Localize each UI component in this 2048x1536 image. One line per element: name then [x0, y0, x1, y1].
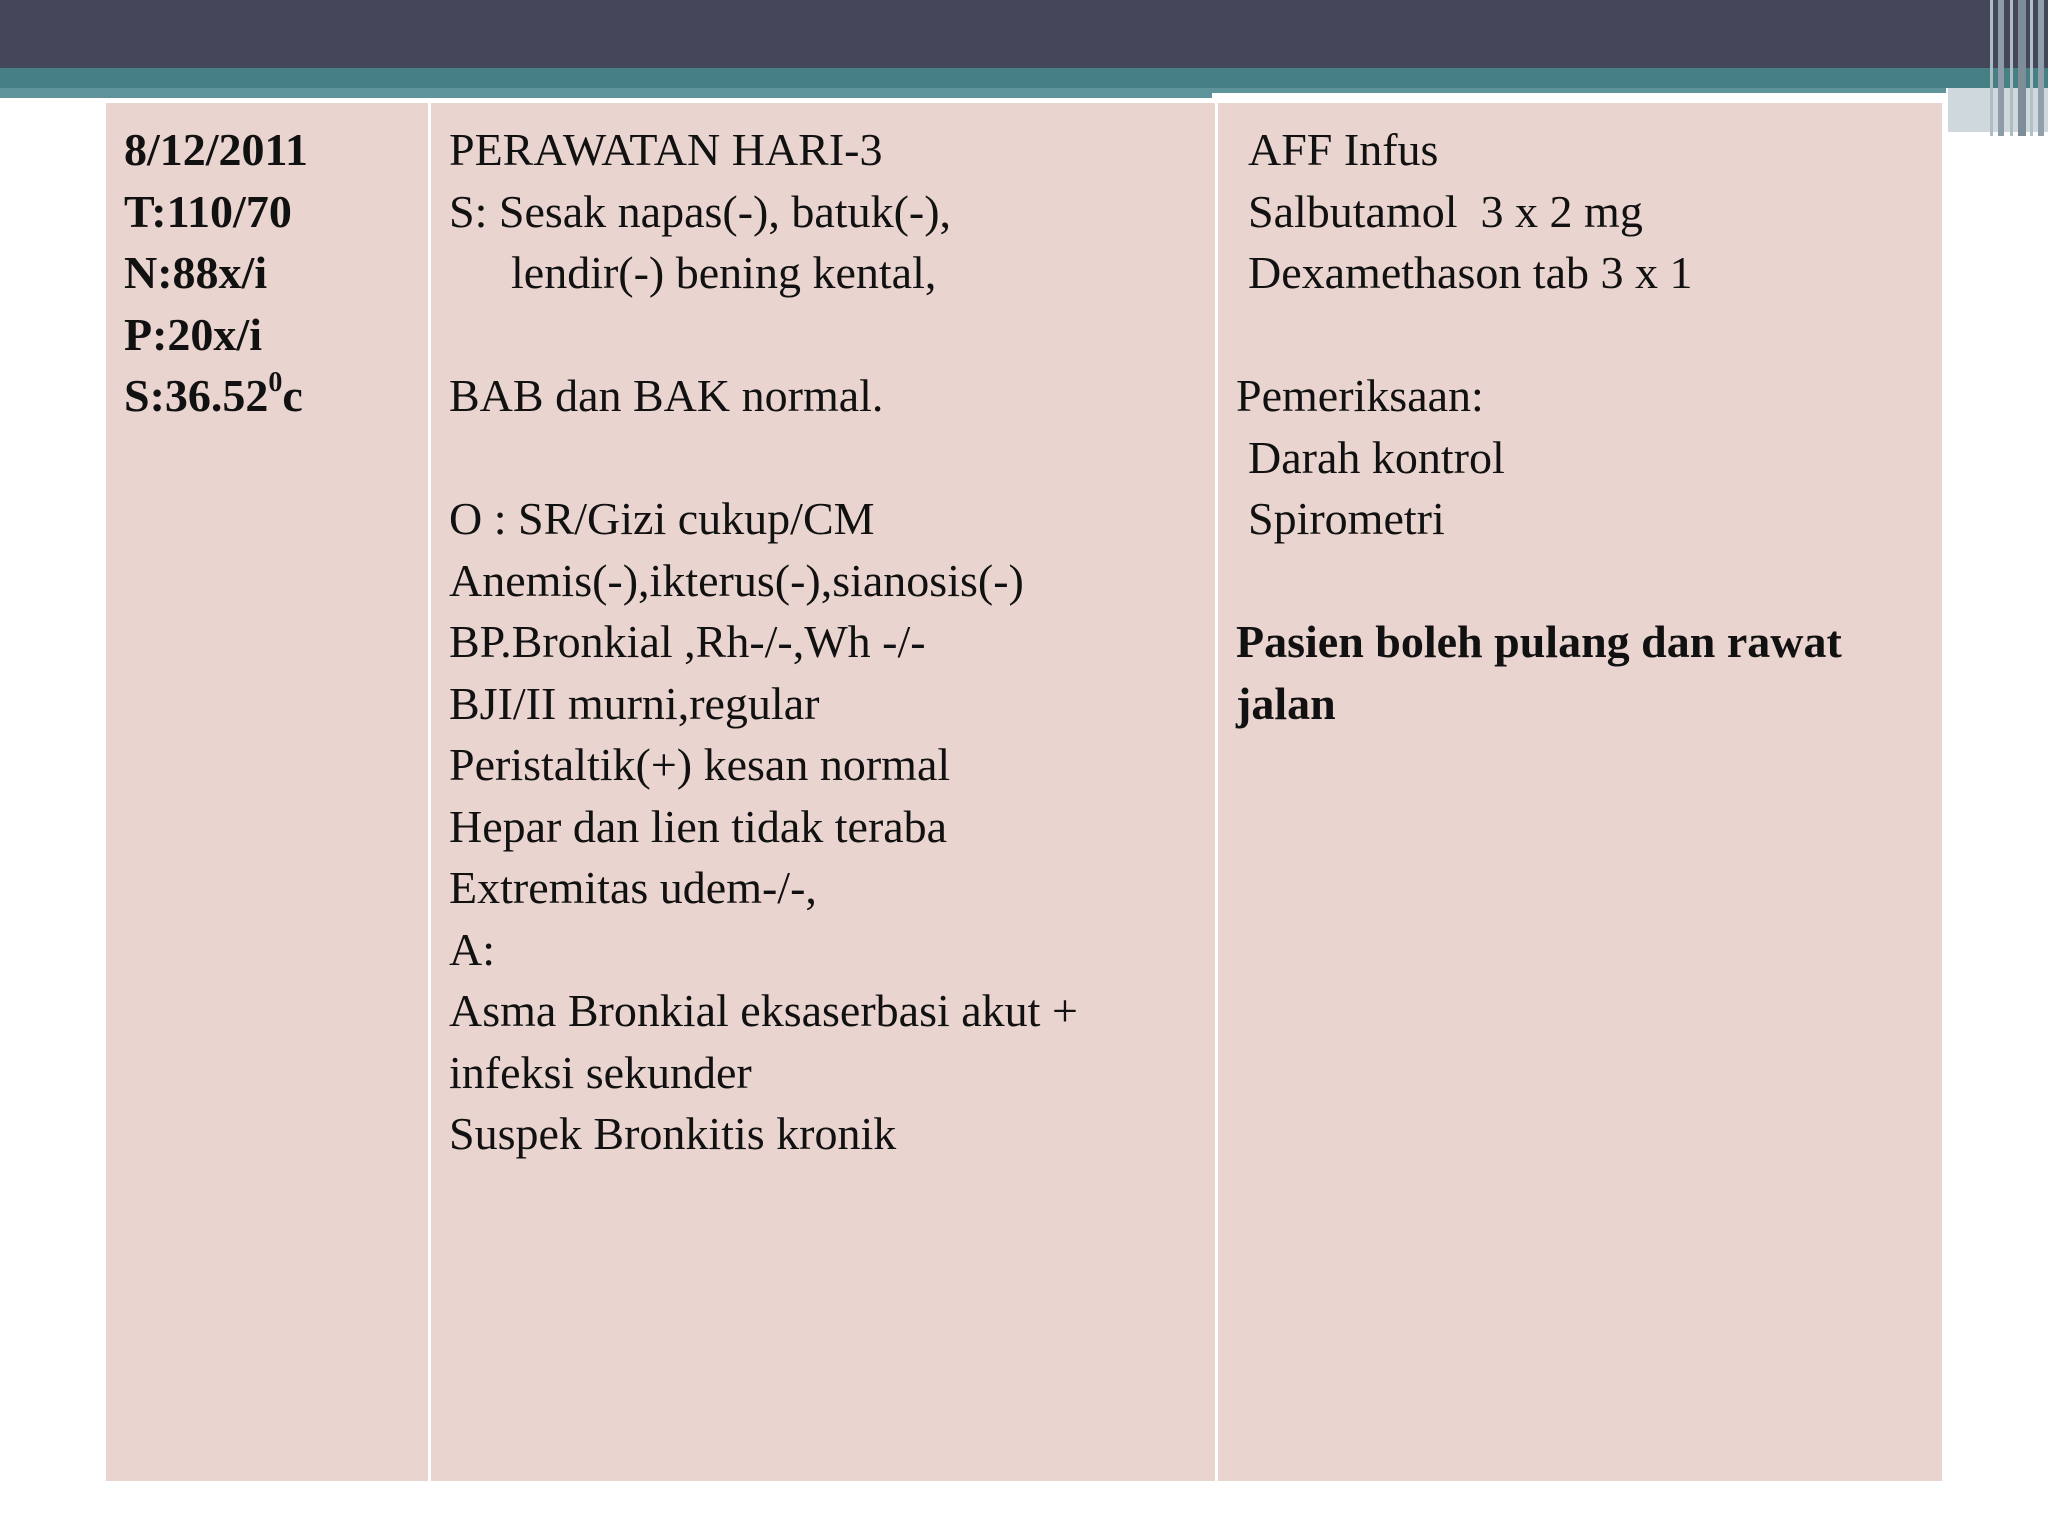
- subjective-line: S: Sesak napas(-), batuk(-),: [449, 185, 952, 237]
- objective-line: O : SR/Gizi cukup/CM: [449, 493, 875, 544]
- corner-stripe: [1990, 0, 1993, 136]
- objective-line: Anemis(-),ikterus(-),sianosis(-): [449, 554, 1024, 606]
- progress-notes-table: [103, 100, 1945, 1484]
- slide-header-bar: [0, 0, 2048, 68]
- assessment-line: Asma Bronkial eksaserbasi akut +: [449, 985, 1078, 1036]
- subjective-line: lendir(-) bening kental,: [511, 247, 937, 298]
- discharge-note: Pasien boleh pulang dan rawat jalan: [1236, 616, 1842, 729]
- objective-line: BP.Bronkial ,Rh-/-,Wh -/-: [449, 616, 926, 667]
- objective-line: Hepar dan lien tidak teraba: [449, 800, 948, 852]
- soap-cell: [430, 102, 1217, 1483]
- temperature-unit: c: [282, 370, 303, 421]
- corner-stripe: [2038, 0, 2044, 136]
- temperature-value: S:36.52: [124, 370, 269, 421]
- objective-line: Extremitas udem-/-,: [449, 862, 817, 913]
- assessment-label: A:: [449, 923, 495, 975]
- exam-item: Darah kontrol: [1248, 431, 1505, 483]
- vitals-cell: [105, 102, 430, 1483]
- temperature: [124, 365, 410, 427]
- plan-cell: [1217, 102, 1944, 1483]
- corner-stripe: [2018, 0, 2026, 136]
- corner-stripe: [2030, 0, 2033, 136]
- blood-pressure: T:110/70: [124, 185, 292, 237]
- objective-line: Peristaltik(+) kesan normal: [449, 739, 951, 790]
- corner-stripe: [2010, 0, 2013, 136]
- table-row: [105, 102, 1944, 1483]
- corner-stripe: [1998, 0, 2004, 136]
- exam-item: Spirometri: [1248, 493, 1445, 544]
- respiration: P:20x/i: [124, 308, 262, 360]
- objective-line: BJI/II murni,regular: [449, 677, 820, 729]
- slide-accent-line-right: [1212, 88, 1946, 93]
- visit-date: 8/12/2011: [124, 124, 309, 175]
- therapy-item: Dexamethason tab 3 x 1: [1248, 247, 1693, 298]
- exam-label: Pemeriksaan:: [1236, 370, 1484, 421]
- subjective-line: BAB dan BAK normal.: [449, 370, 884, 421]
- temperature-degree: 0: [268, 367, 283, 398]
- therapy-item: Salbutamol 3 x 2 mg: [1248, 185, 1643, 237]
- assessment-line: Suspek Bronkitis kronik: [449, 1108, 897, 1159]
- assessment-line: infeksi sekunder: [449, 1046, 752, 1098]
- therapy-item: AFF Infus: [1248, 124, 1439, 175]
- care-day-title: PERAWATAN HARI-3: [449, 124, 883, 175]
- slide-accent-bar: [0, 68, 2048, 88]
- pulse: N:88x/i: [124, 247, 268, 298]
- slide-accent-line: [0, 88, 1212, 98]
